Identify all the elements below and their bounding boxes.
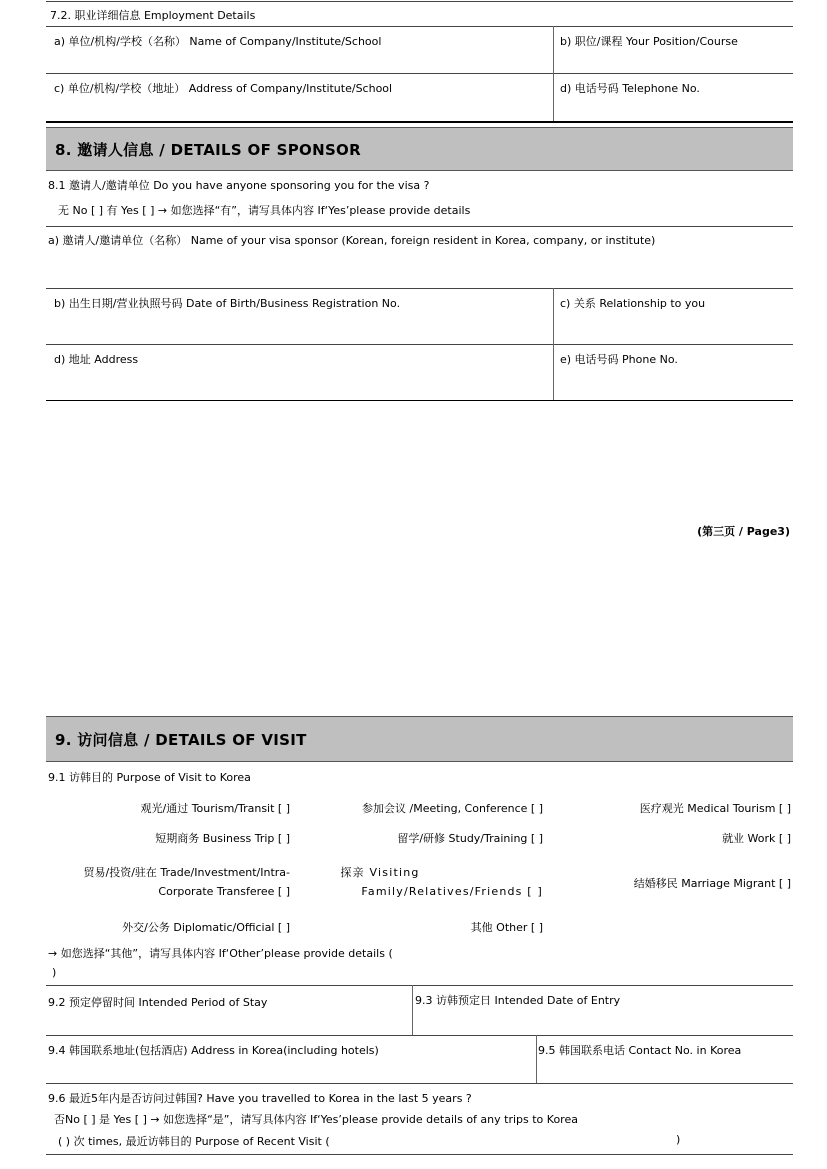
divider (46, 226, 793, 227)
previous-visit-times[interactable]: ( ) 次 times, 最近访韩目的 Purpose of Recent Visit ( (58, 1135, 330, 1148)
company-name-field[interactable]: a) 单位/机构/学校（名称） Name of Company/Institute/School (54, 35, 382, 48)
divider (46, 1083, 793, 1084)
korea-contact-field[interactable]: 9.5 韩国联系电话 Contact No. in Korea (538, 1044, 742, 1057)
purpose-medical-option[interactable]: 医疗观光 Medical Tourism [ ] (639, 802, 791, 815)
top-rule (46, 1, 793, 2)
sponsor-relationship-field[interactable]: c) 关系 Relationship to you (560, 297, 706, 310)
purpose-work-option[interactable]: 就业 Work [ ] (722, 832, 791, 845)
section-end-rule (46, 400, 793, 401)
divider (46, 26, 793, 27)
purpose-marriage-option[interactable]: 结婚移民 Marriage Migrant [ ] (633, 877, 791, 890)
position-field[interactable]: b) 职位/课程 Your Position/Course (560, 35, 738, 48)
column-divider (412, 985, 413, 1035)
sponsor-address-field[interactable]: d) 地址 Address (54, 353, 139, 366)
column-divider (553, 26, 554, 121)
previous-visit-close: ) (676, 1133, 681, 1146)
purpose-trade-option-line1[interactable]: 贸易/投资/驻在 Trade/Investment/Intra- (83, 866, 290, 879)
previous-visit-options[interactable]: 否No [ ] 是 Yes [ ] → 如您选择“是”，请写具体内容 If‘Yes’please provide details of any trips to Korea (54, 1113, 578, 1126)
divider (46, 1035, 793, 1036)
purpose-family-option-line2[interactable]: Family/Relatives/Friends [ ] (361, 885, 543, 898)
purpose-other-option[interactable]: 其他 Other [ ] (470, 921, 543, 934)
purpose-study-option[interactable]: 留学/研修 Study/Training [ ] (397, 832, 543, 845)
divider (46, 73, 793, 74)
sponsor-yes-no-options[interactable]: 无 No [ ] 有 Yes [ ] → 如您选择“有”，请写具体内容 If‘Yes’please provide details (58, 204, 471, 217)
column-divider (553, 288, 554, 400)
column-divider (536, 1035, 537, 1083)
purpose-diplomatic-option[interactable]: 外交/公务 Diplomatic/Official [ ] (122, 921, 290, 934)
period-of-stay-field[interactable]: 9.2 预定停留时间 Intended Period of Stay (48, 996, 268, 1009)
sponsor-phone-field[interactable]: e) 电话号码 Phone No. (560, 353, 678, 366)
other-details-prompt[interactable]: → 如您选择“其他”，请写具体内容 If‘Other’please provide details ( (48, 947, 393, 960)
visit-section-title: 9. 访问信息 / DETAILS OF VISIT (46, 716, 793, 762)
company-address-field[interactable]: c) 单位/机构/学校（地址） Address of Company/Institute/School (54, 82, 393, 95)
purpose-tourism-option[interactable]: 观光/通过 Tourism/Transit [ ] (140, 802, 290, 815)
purpose-question: 9.1 访韩目的 Purpose of Visit to Korea (48, 771, 251, 784)
purpose-meeting-option[interactable]: 参加会议 /Meeting, Conference [ ] (362, 802, 543, 815)
sponsor-section-title: 8. 邀请人信息 / DETAILS OF SPONSOR (46, 127, 793, 171)
bottom-rule (46, 1154, 793, 1155)
korea-address-field[interactable]: 9.4 韩国联系地址(包括酒店) Address in Korea(including hotels) (48, 1044, 379, 1057)
telephone-field[interactable]: d) 电话号码 Telephone No. (560, 82, 700, 95)
purpose-family-option-line1[interactable]: 探亲 Visiting (340, 866, 420, 879)
divider (46, 985, 793, 986)
date-of-entry-field[interactable]: 9.3 访韩预定日 Intended Date of Entry (415, 994, 621, 1007)
section-end-rule (46, 121, 793, 123)
sponsor-dob-field[interactable]: b) 出生日期/营业执照号码 Date of Birth/Business Registration No. (54, 297, 401, 310)
purpose-business-option[interactable]: 短期商务 Business Trip [ ] (155, 832, 290, 845)
sponsor-name-field[interactable]: a) 邀请人/邀请单位（名称） Name of your visa sponsor (Korean, foreign resident in Korea, company, or institute) (48, 234, 656, 247)
employment-heading: 7.2. 职业详细信息 Employment Details (50, 9, 256, 22)
page-number-label: (第三页 / Page3) (697, 525, 790, 538)
divider (46, 288, 793, 289)
previous-visit-question: 9.6 最近5年内是否访问过韩国? Have you travelled to Korea in the last 5 years ? (48, 1092, 472, 1105)
sponsor-question: 8.1 邀请人/邀请单位 Do you have anyone sponsoring you for the visa ? (48, 179, 430, 192)
purpose-trade-option-line2[interactable]: Corporate Transferee [ ] (158, 885, 290, 898)
divider (46, 344, 793, 345)
other-details-close: ) (52, 966, 57, 979)
